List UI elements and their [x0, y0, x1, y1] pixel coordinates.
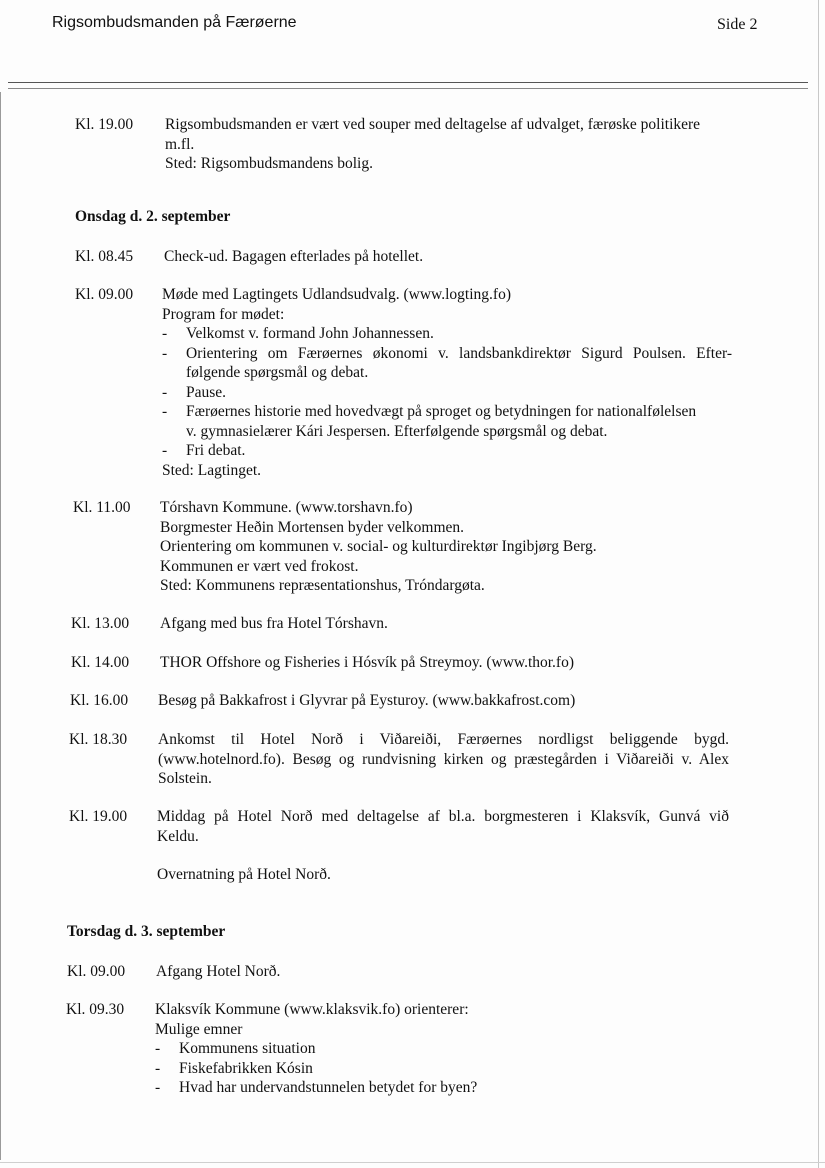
- bullet-dash: -: [162, 442, 168, 459]
- event-time: Kl. 09.00: [75, 286, 134, 303]
- event-description: [156, 962, 726, 982]
- event-line: Check-ud. Bagagen efterlades på hotellet.: [164, 248, 424, 265]
- event-line: Rigsombudsmanden er vært ved souper med deltagelse af udvalget, færøske politikere: [165, 116, 701, 133]
- event-line: Klaksvík Kommune (www.klaksvik.fo) orienterer:: [155, 1001, 469, 1018]
- bullet-line: følgende spørgsmål og debat.: [186, 364, 369, 381]
- event-time: Kl. 19.00: [69, 808, 128, 825]
- header-rule: [8, 82, 808, 83]
- event-line: Middag på Hotel Norð med deltagelse af bl.a. borgmesteren i Klaksvík, Gunvá við: [157, 808, 729, 825]
- event-time: Kl. 13.00: [71, 615, 130, 632]
- event-line: Sted: Lagtinget.: [162, 461, 262, 479]
- bullet-line: Orientering om Færøernes økonomi v. landsbankdirektør Sigurd Poulsen. Efter-: [186, 344, 732, 362]
- event-description: [164, 247, 734, 267]
- bullet-text: Kommunens situation: [179, 1040, 316, 1057]
- topic-bullet: [155, 1078, 725, 1098]
- page-edge-right: [818, 0, 819, 1168]
- event-line: Besøg på Bakkafrost i Glyvrar på Eysturoy. (www.bakkafrost.com): [158, 692, 576, 709]
- program-bullet: [162, 344, 732, 383]
- header-title: Rigsombudsmanden på Færøerne: [52, 14, 297, 31]
- event-description: [158, 691, 728, 711]
- topic-bullet: [155, 1039, 725, 1059]
- bullet-line: v. gymnasielærer Kári Jespersen. Efterfølgende spørgsmål og debat.: [186, 422, 608, 440]
- bullet-dash: -: [162, 403, 168, 420]
- program-bullet: [162, 324, 732, 344]
- event-line: Program for mødet:: [162, 305, 285, 323]
- event-time: Kl. 14.00: [71, 654, 130, 671]
- topic-bullet: [155, 1059, 725, 1079]
- bullet-line: Færøernes historie med hovedvægt på sproget og betydningen for nationalfølelsen: [186, 403, 697, 420]
- bullet-dash: -: [162, 325, 168, 342]
- event-line: Ankomst til Hotel Norð i Viðareiði, Færøernes nordligst beliggende bygd.: [158, 731, 729, 748]
- event-line: Orientering om kommunen v. social- og kulturdirektør Ingibjørg Berg.: [160, 538, 597, 555]
- event-line: Sted: Rigsombudsmandens bolig.: [165, 155, 373, 172]
- event-line: Overnatning på Hotel Norð.: [157, 866, 331, 883]
- event-description: [160, 498, 730, 596]
- bullet-text: [186, 344, 732, 383]
- event-description: [160, 614, 730, 634]
- event-line: THOR Offshore og Fisheries i Hósvík på Streymoy. (www.thor.fo): [160, 654, 575, 671]
- page-number: Side 2: [717, 16, 758, 33]
- event-description: [158, 730, 729, 789]
- event-line: Afgang Hotel Norð.: [156, 963, 281, 980]
- event-time: Kl. 09.00: [67, 963, 126, 980]
- program-bullet: [162, 402, 732, 441]
- event-time: Kl. 11.00: [73, 499, 131, 516]
- event-description: [160, 653, 730, 673]
- bullet-dash: -: [155, 1040, 161, 1057]
- bullet-text: Fiskefabrikken Kósin: [179, 1059, 313, 1077]
- event-line: Keldu.: [157, 827, 199, 845]
- event-time: Kl. 16.00: [70, 692, 129, 709]
- event-description: [155, 1000, 725, 1098]
- event-line: Mulige emner: [155, 1020, 243, 1038]
- program-bullet: [162, 383, 732, 403]
- event-line: Tórshavn Kommune. (www.torshavn.fo): [160, 499, 413, 516]
- event-line: Sted: Kommunens repræsentationshus, Tróndargøta.: [160, 577, 485, 594]
- bullet-dash: -: [162, 383, 168, 401]
- event-description: [157, 807, 729, 846]
- event-time: Kl. 08.45: [75, 248, 134, 265]
- bullet-dash: -: [162, 344, 168, 362]
- event-time: Kl. 09.30: [66, 1001, 125, 1018]
- event-line: Kommunen er vært ved frokost.: [160, 557, 359, 575]
- event-line: Solstein.: [158, 770, 212, 787]
- event-description: [162, 285, 732, 480]
- page-edge-bottom: [0, 1162, 825, 1163]
- bullet-text: Hvad har undervandstunnelen betydet for byen?: [179, 1079, 478, 1096]
- bullet-text: [186, 402, 732, 441]
- bullet-text: Fri debat.: [186, 442, 246, 459]
- event-time: Kl. 18.30: [69, 731, 128, 748]
- day-heading: Torsdag d. 3. september: [67, 923, 226, 940]
- header-rule-secondary: [8, 88, 808, 89]
- event-description: [165, 115, 735, 174]
- bullet-text: Pause.: [186, 383, 227, 401]
- event-note: [157, 865, 727, 885]
- day-heading: Onsdag d. 2. september: [75, 208, 231, 225]
- page-edge-left: [0, 92, 1, 1160]
- event-line: m.fl.: [165, 135, 195, 153]
- event-line: Afgang med bus fra Hotel Tórshavn.: [160, 615, 388, 632]
- event-line: Borgmester Heðin Mortensen byder velkommen.: [160, 518, 465, 536]
- event-time: Kl. 19.00: [75, 116, 134, 133]
- program-bullet: [162, 441, 732, 461]
- event-line: (www.hotelnord.fo). Besøg og rundvisning kirken og præstegården i Viðareiði v. Alex: [158, 750, 729, 768]
- bullet-text: Velkomst v. formand John Johannessen.: [186, 325, 434, 342]
- bullet-dash: -: [155, 1059, 161, 1077]
- event-line: Møde med Lagtingets Udlandsudvalg. (www.logting.fo): [162, 286, 511, 303]
- bullet-dash: -: [155, 1079, 161, 1096]
